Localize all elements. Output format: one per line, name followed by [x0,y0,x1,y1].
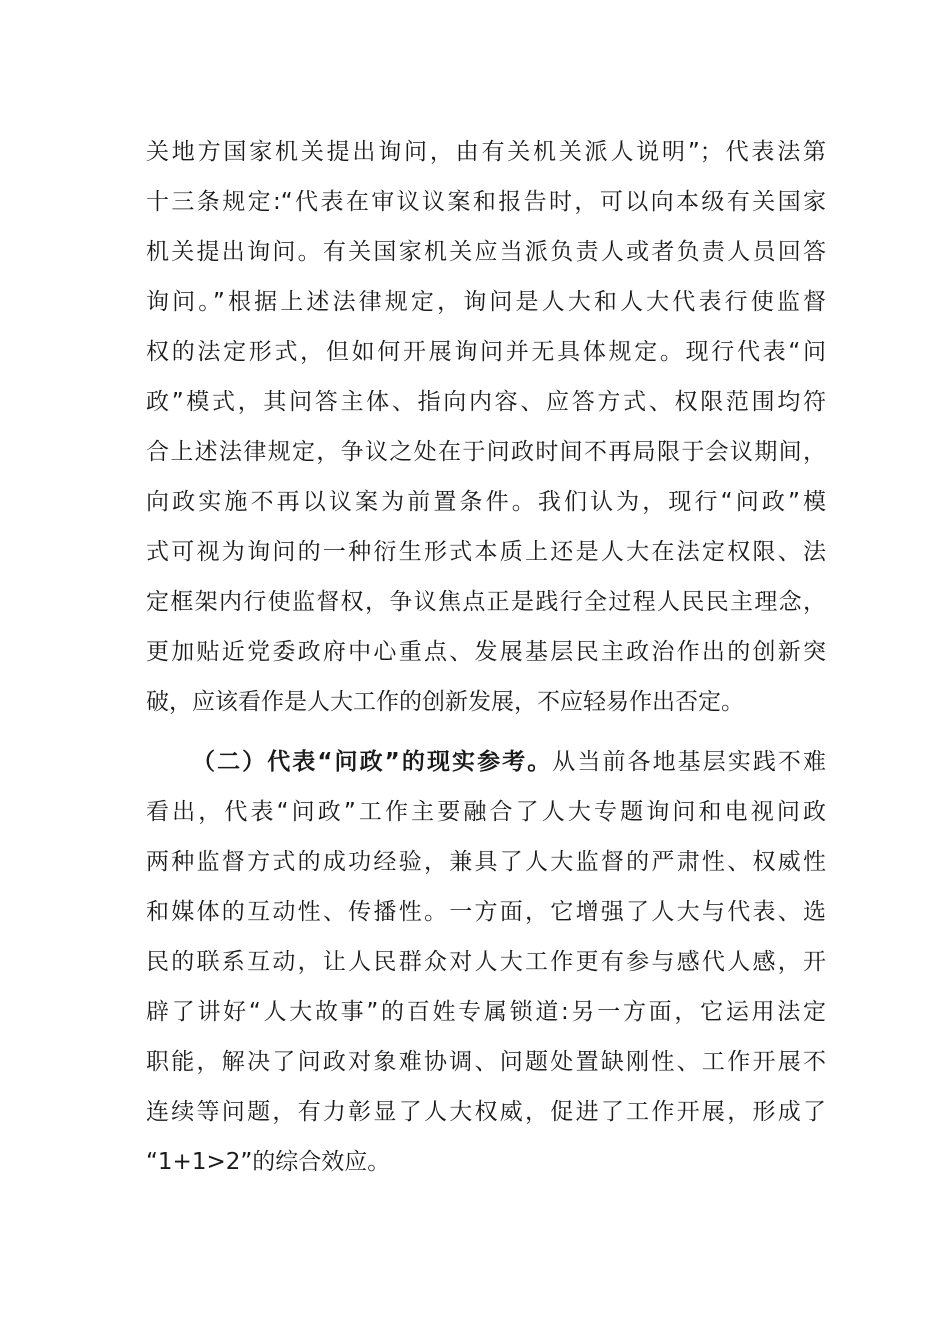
paragraph-line: 十三条规定:“代表在审议议案和报告时，可以向本级有关国家 [146,189,826,215]
paragraph-line: 辟了讲好“人大故事”的百姓专属锁道:另一方面，它运用法定 [146,999,826,1025]
paragraph-line: 和媒体的互动性、传播性。一方面，它增强了人大与代表、选 [146,899,826,925]
paragraph-line: 更加贴近党委政府中心重点、发展基层民主政治作出的创新突 [146,639,826,665]
section-heading: （二）代表“问政”的现实参考。 [192,749,553,775]
paragraph-line: 政”模式，其问答主体、指向内容、应答方式、权限范围均符 [146,389,826,415]
paragraph-line: 民的联系互动，让人民群众对人大工作更有参与感代人感，开 [146,949,826,975]
paragraph-line: 连续等问题，有力彰显了人大权威，促进了工作开展，形成了 [146,1099,826,1125]
paragraph-line: 职能，解决了问政对象难协调、问题处置缺刚性、工作开展不 [146,1049,826,1075]
paragraph-line: 两种监督方式的成功经验，兼具了人大监督的严肃性、权威性 [146,849,826,875]
paragraph-line: 关地方国家机关提出询问，由有关机关派人说明”；代表法第 [146,139,826,165]
section-first-line [192,744,826,780]
section-heading-continuation: 从当前各地基层实践不难 [552,749,827,775]
paragraph-line: 权的法定形式，但如何开展询问并无具体规定。现行代表“问 [146,339,826,365]
paragraph-line: 合上述法律规定，争议之处在于问政时间不再局限于会议期间， [146,439,826,465]
paragraph-line: 定框架内行使监督权，争议焦点正是践行全过程人民民主理念， [146,589,826,615]
paragraph-line: “1+1>2”的综合效应。 [146,1149,391,1175]
paragraph-line: 向政实施不再以议案为前置条件。我们认为，现行“问政”模 [146,489,826,515]
paragraph-line: 式可视为询问的一种衍生形式本质上还是人大在法定权限、法 [146,539,826,565]
paragraph-line: 询问。”根据上述法律规定，询问是人大和人大代表行使监督 [146,289,826,315]
paragraph-line: 看出，代表“问政”工作主要融合了人大专题询问和电视问政 [146,799,826,825]
paragraph-line: 破，应该看作是人大工作的创新发展，不应轻易作出否定。 [146,689,744,715]
paragraph-line: 机关提出询问。有关国家机关应当派负责人或者负责人员回答 [146,239,826,265]
